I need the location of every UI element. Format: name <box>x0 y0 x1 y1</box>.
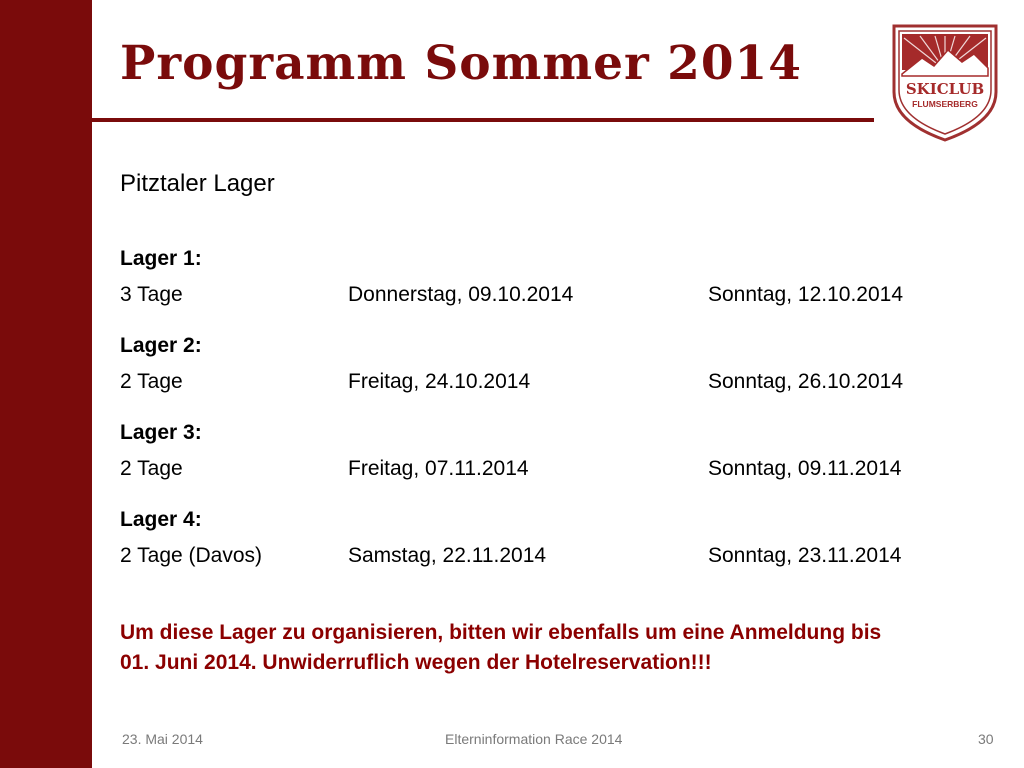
lager-block <box>120 415 980 487</box>
skiclub-flumserberg-logo <box>890 22 1000 142</box>
footer-event-title: Elterninformation Race 2014 <box>445 731 623 747</box>
registration-note: Um diese Lager zu organisieren, bitten wir ebenfalls um eine Anmeldung bis 01. Juni 2014. Unwiderruflich wegen der Hotelreservation!!! <box>120 621 882 674</box>
page-number: 30 <box>978 731 994 747</box>
lager-end-date: Sonntag, 12.10.2014 <box>708 283 904 306</box>
footer-date: 23. Mai 2014 <box>122 731 203 747</box>
logo-text-skiclub: SKICLUB <box>905 80 985 98</box>
lager-end-date: Sonntag, 23.11.2014 <box>708 544 902 567</box>
lager-label: Lager 1: <box>120 247 202 270</box>
lager-row <box>120 451 980 487</box>
lager-block <box>120 502 980 574</box>
lager-row <box>120 277 980 313</box>
title-divider <box>92 118 874 122</box>
lager-start-date: Freitag, 07.11.2014 <box>348 457 529 480</box>
slide-title: Programm Sommer 2014 <box>120 36 802 91</box>
lager-end-date: Sonntag, 09.11.2014 <box>708 457 902 480</box>
lager-duration: 2 Tage <box>120 370 183 393</box>
lager-label: Lager 4: <box>120 508 202 531</box>
lager-block <box>120 241 980 313</box>
lager-end-date: Sonntag, 26.10.2014 <box>708 370 904 393</box>
lager-label: Lager 2: <box>120 334 202 357</box>
lager-duration: 2 Tage <box>120 457 183 480</box>
lager-duration: 3 Tage <box>120 283 183 306</box>
logo-text-flumserberg: FLUMSERBERG <box>912 99 978 109</box>
sidebar-accent-bar <box>0 0 92 768</box>
lager-start-date: Samstag, 22.11.2014 <box>348 544 547 567</box>
lager-start-date: Freitag, 24.10.2014 <box>348 370 531 393</box>
lager-label: Lager 3: <box>120 421 202 444</box>
section-heading: Pitztaler Lager <box>120 170 275 197</box>
lager-start-date: Donnerstag, 09.10.2014 <box>348 283 574 306</box>
lager-block <box>120 328 980 400</box>
lager-duration: 2 Tage (Davos) <box>120 544 263 567</box>
lager-row <box>120 538 980 574</box>
lager-row <box>120 364 980 400</box>
